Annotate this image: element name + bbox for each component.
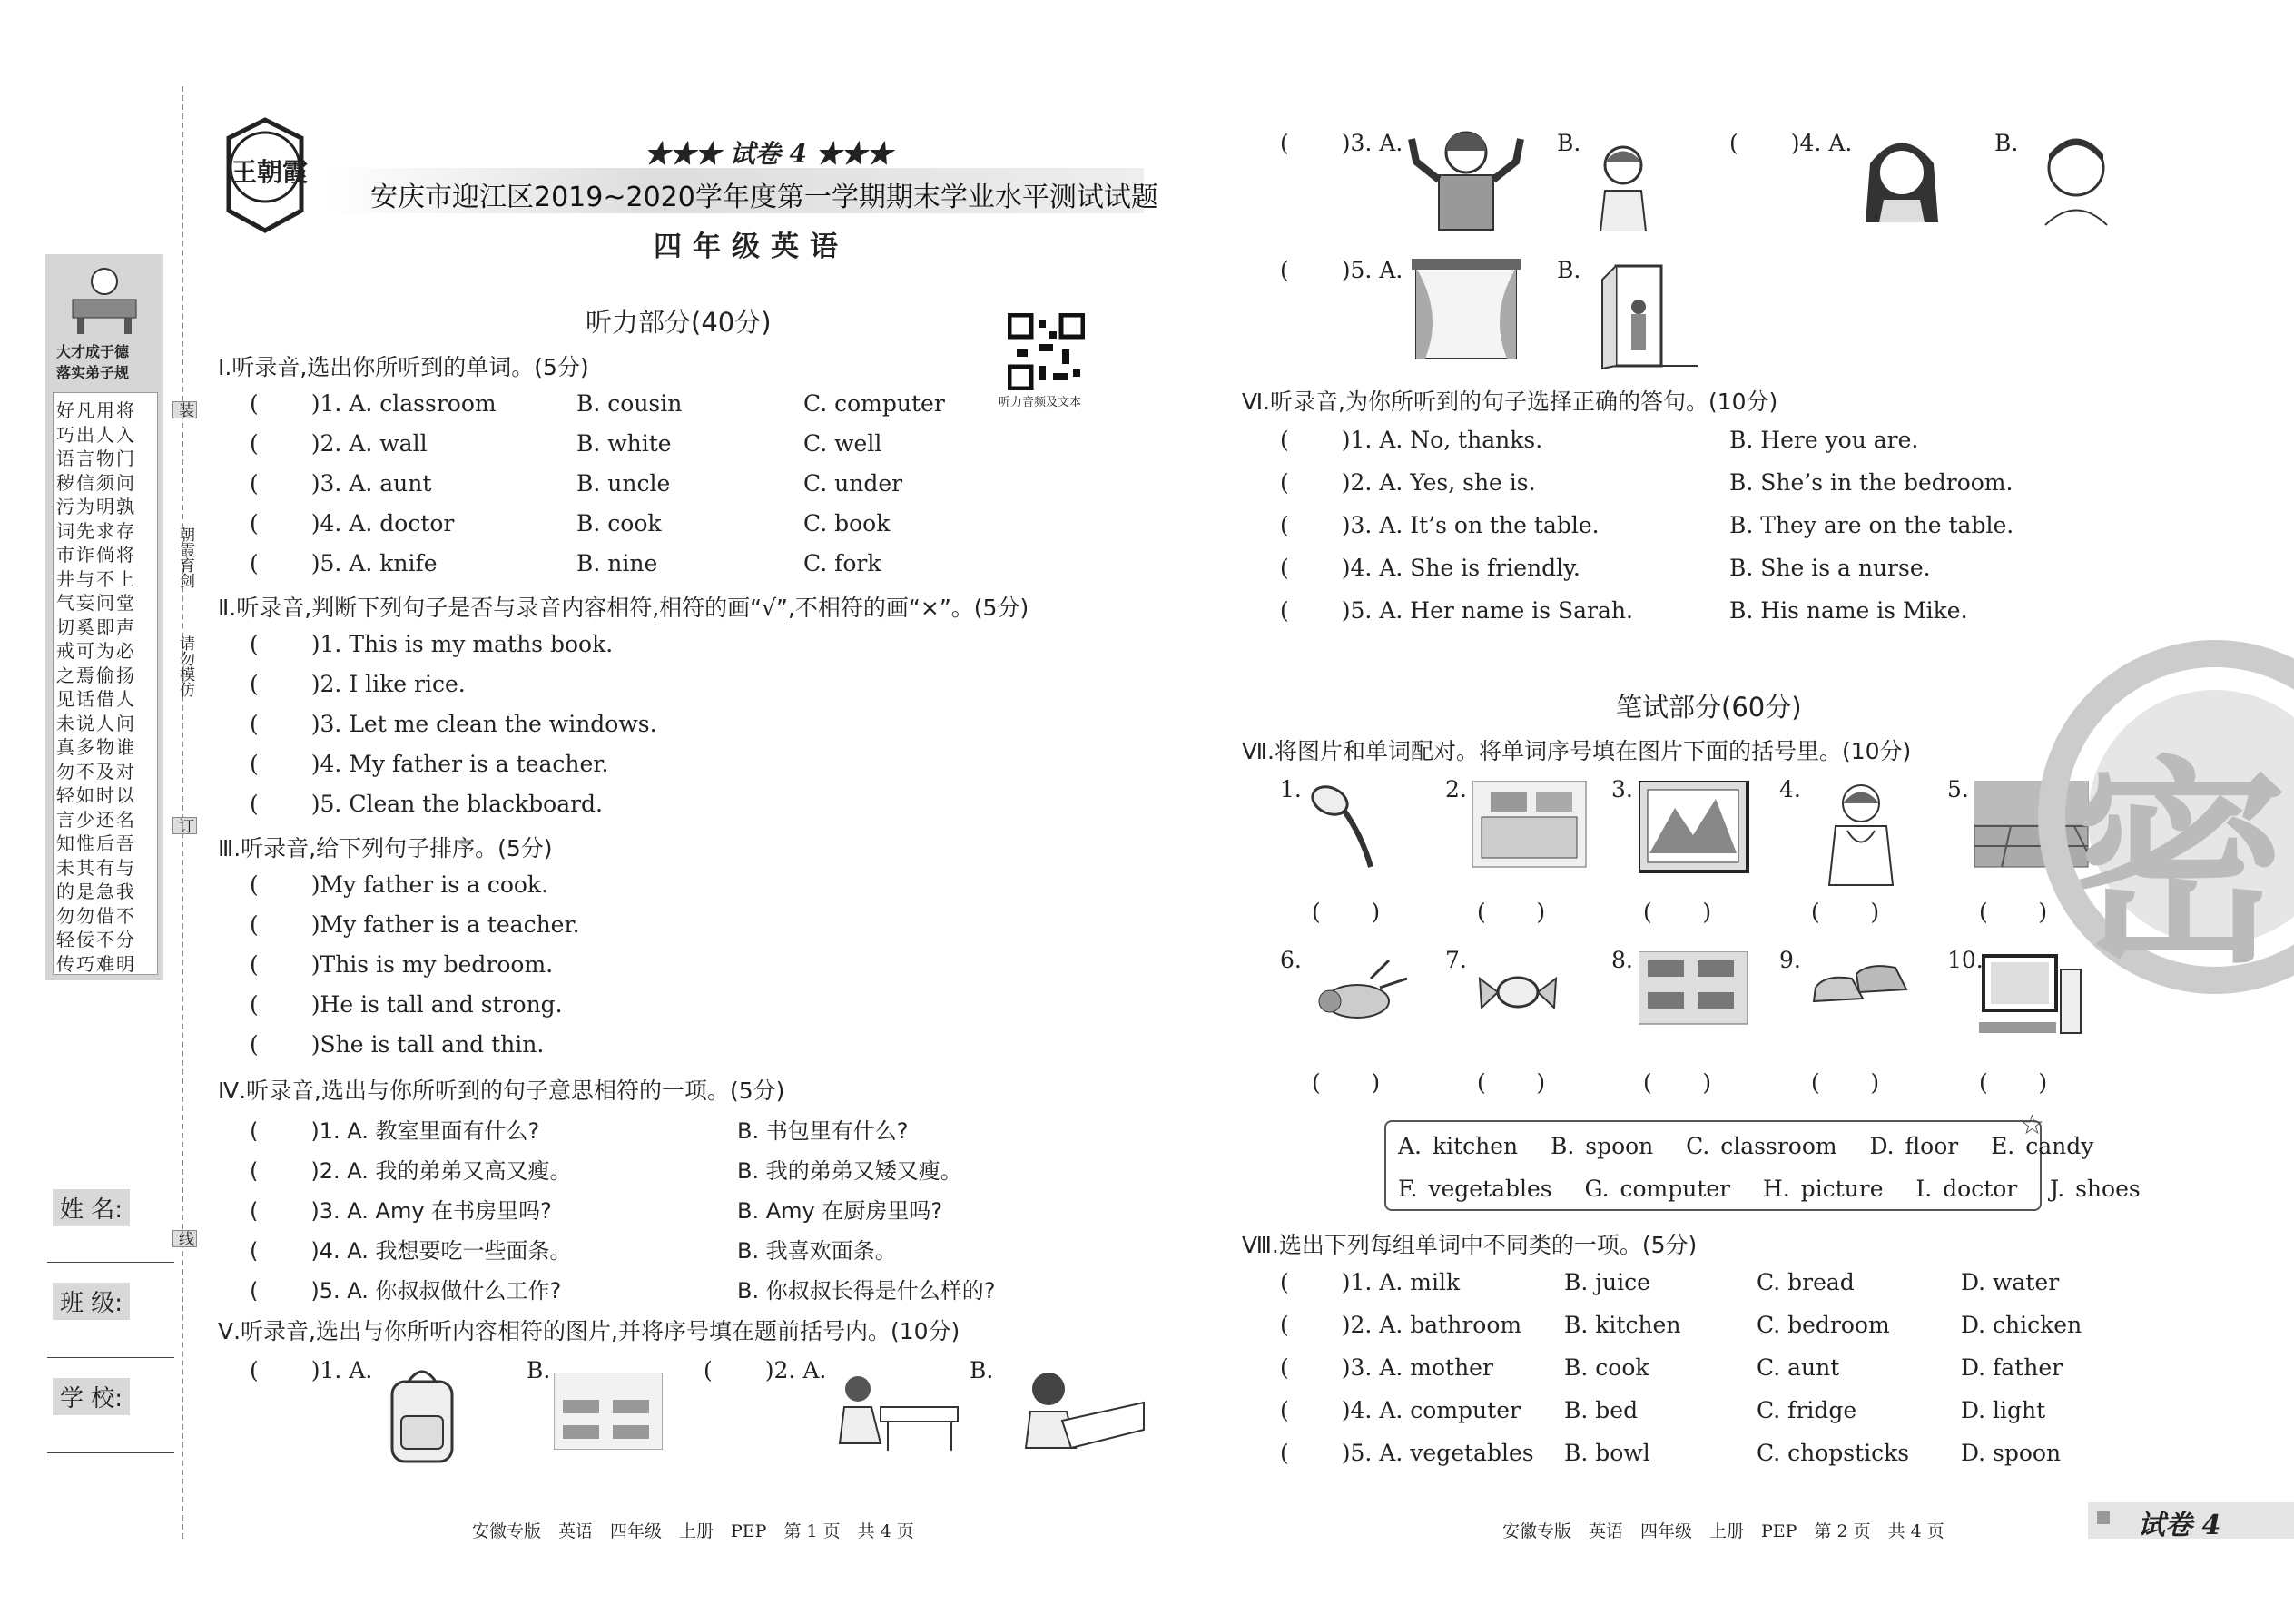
- s8-q3-d: D. father: [1961, 1354, 2063, 1381]
- s4-q1-a: ( )1. A. 教室里面有什么?: [250, 1118, 540, 1144]
- s5-q1: ( )1. A.: [250, 1357, 373, 1383]
- section-3-title: Ⅲ.听录音,给下列句子排序。(5分): [218, 835, 553, 861]
- s6-q2-b: B. She’s in the bedroom.: [1729, 469, 2013, 496]
- s8-q2-c: C. bedroom: [1757, 1312, 1890, 1338]
- s8-q1-d: D. water: [1961, 1269, 2060, 1295]
- s7-num-6: 6.: [1280, 947, 1302, 973]
- section-7-title: Ⅶ.将图片和单词配对。将单词序号填在图片下面的括号里。(10分): [1242, 738, 1912, 764]
- logo-text: 王朝霞: [231, 157, 309, 187]
- poem-line: 巧出人入: [56, 423, 136, 446]
- poem-line: 语言物门: [56, 448, 136, 469]
- label-qingwu: 请勿模仿: [176, 635, 194, 697]
- s8-q2-a: ( )2. A. bathroom: [1280, 1312, 1522, 1338]
- s3-q1: ( )My father is a cook.: [250, 871, 549, 898]
- listening-heading: 听力部分(40分): [586, 307, 772, 338]
- label-chaoxia: 朝霞育剑: [176, 527, 194, 588]
- label-xian: 线: [172, 1230, 197, 1247]
- s8-q4-a: ( )4. A. computer: [1280, 1397, 1521, 1423]
- strong-boy-picture: [1407, 125, 1525, 234]
- s6-q3-a: ( )3. A. It’s on the table.: [1280, 512, 1600, 538]
- s6-q4-a: ( )4. A. She is friendly.: [1280, 555, 1580, 581]
- girl-long-hair-picture: [1852, 127, 1952, 227]
- s8-q4-c: C. fridge: [1757, 1397, 1857, 1423]
- s1-q1: ( )1. A. classroom: [250, 390, 497, 417]
- s8-q4-d: D. light: [1961, 1397, 2046, 1423]
- s8-q1-b: B. juice: [1564, 1269, 1650, 1295]
- school-label: 学 校:: [53, 1378, 130, 1415]
- binding-line: [182, 86, 183, 1539]
- s7-num-1: 1.: [1280, 776, 1302, 802]
- writing-heading: 笔试部分(60分): [1616, 692, 1802, 723]
- s5-q3b: B.: [1557, 130, 1581, 156]
- s4-q2-a: ( )2. A. 我的弟弟又高又瘦。: [250, 1158, 572, 1184]
- s5-q2: ( )2. A.: [704, 1357, 827, 1383]
- motto-bottom: 落实弟子规: [56, 364, 130, 381]
- poem-line: 气妄问堂: [56, 592, 136, 614]
- school-line[interactable]: [47, 1452, 174, 1453]
- landscape-picture: [1639, 781, 1757, 893]
- s6-q2-a: ( )2. A. Yes, she is.: [1280, 469, 1536, 496]
- s5-q4: ( )4. A.: [1729, 130, 1853, 156]
- s1-q2: ( )2. A. wall: [250, 430, 428, 457]
- poem-line: 真多物谁: [56, 736, 136, 758]
- s8-q5-b: B. bowl: [1564, 1440, 1650, 1466]
- poem-line: 轻佞不分: [56, 929, 136, 950]
- s1-q4: ( )4. A. doctor: [250, 510, 455, 536]
- s7-num-5: 5.: [1947, 776, 1969, 802]
- s7-answer-blank-2[interactable]: ( ): [1477, 899, 1546, 925]
- poem-line: 传巧难明: [56, 952, 136, 975]
- s1-q5-b: B. nine: [576, 550, 658, 576]
- kitchen-picture: [1472, 781, 1590, 893]
- boy-face-picture: [2038, 127, 2115, 227]
- s1-q3: ( )3. A. aunt: [250, 470, 432, 497]
- poem-line: 知惟后吾: [56, 832, 136, 854]
- s1-q4-c: C. book: [803, 510, 891, 536]
- poem-line: 未其有与: [56, 856, 136, 879]
- s3-q2: ( )My father is a teacher.: [250, 911, 580, 938]
- s7-answer-blank-3[interactable]: ( ): [1643, 899, 1712, 925]
- poem-line: 切奚即声: [56, 615, 136, 638]
- s8-q5-d: D. spoon: [1961, 1440, 2062, 1466]
- scholar-illustration: [64, 263, 145, 336]
- s2-q5: ( )5. Clean the blackboard.: [250, 791, 604, 817]
- poem-line: 词先求存: [56, 519, 136, 542]
- boy-cleaning-desk-picture: [817, 1371, 962, 1452]
- spoon-picture: [1307, 781, 1425, 893]
- poem-line: 井与不上: [56, 567, 136, 590]
- poem-line: 轻如时以: [56, 784, 136, 806]
- s7-num-7: 7.: [1445, 947, 1467, 973]
- classroom-picture: [1639, 951, 1757, 1064]
- s6-q1-b: B. Here you are.: [1729, 427, 1919, 453]
- s5-q2b: B.: [970, 1357, 994, 1383]
- s5-q4b: B.: [1994, 130, 2019, 156]
- s6-q5-a: ( )5. A. Her name is Sarah.: [1280, 597, 1633, 624]
- s8-q3-a: ( )3. A. mother: [1280, 1354, 1493, 1381]
- s3-q3: ( )This is my bedroom.: [250, 951, 554, 978]
- shoes-picture: [1807, 951, 1925, 1064]
- s1-q2-b: B. white: [576, 430, 672, 457]
- s4-q5-b: B. 你叔叔长得是什么样的?: [737, 1278, 996, 1304]
- s7-num-4: 4.: [1779, 776, 1801, 802]
- poem-line: 未说人问: [56, 712, 136, 734]
- name-label: 姓 名:: [53, 1189, 130, 1226]
- s5-q5: ( )5. A.: [1280, 257, 1403, 283]
- doctor-picture: [1807, 781, 1925, 893]
- footer-page-1: 安徽专版 英语 四年级 上册 PEP 第 1 页 共 4 页: [472, 1521, 914, 1541]
- classroom-desks-picture: [554, 1373, 663, 1450]
- s4-q1-b: B. 书包里有什么?: [737, 1118, 909, 1144]
- footer-page-2: 安徽专版 英语 四年级 上册 PEP 第 2 页 共 4 页: [1502, 1521, 1944, 1541]
- label-ding: 订: [172, 817, 197, 834]
- s6-q4-b: B. She is a nurse.: [1729, 555, 1931, 581]
- s8-q4-b: B. bed: [1564, 1397, 1639, 1423]
- s6-q3-b: B. They are on the table.: [1729, 512, 2014, 538]
- section-8-title: Ⅷ.选出下列每组单词中不同类的一项。(5分): [1242, 1232, 1698, 1258]
- poem-line: 勿不及对: [56, 760, 136, 782]
- s1-q5: ( )5. A. knife: [250, 550, 438, 576]
- poem-line: 市诈倘将: [56, 544, 136, 566]
- s7-answer-blank-8[interactable]: ( ): [1643, 1069, 1712, 1096]
- footer-tag-square: [2097, 1511, 2110, 1524]
- candy-picture: [1472, 951, 1590, 1064]
- s7-answer-blank-5[interactable]: ( ): [1979, 899, 2048, 925]
- s2-q2: ( )2. I like rice.: [250, 671, 466, 697]
- class-label: 班 级:: [53, 1283, 130, 1320]
- s7-answer-blank-6[interactable]: ( ): [1312, 1069, 1381, 1096]
- s2-q1: ( )1. This is my maths book.: [250, 631, 614, 657]
- s7-answer-blank-1[interactable]: ( ): [1312, 899, 1381, 925]
- section-4-title: Ⅳ.听录音,选出与你所听到的句子意思相符的一项。(5分): [218, 1078, 785, 1104]
- s1-q3-b: B. uncle: [576, 470, 671, 497]
- s6-q5-b: B. His name is Mike.: [1729, 597, 1968, 624]
- poem-line: 勿勿借不: [56, 904, 136, 927]
- s1-q1-c: C. computer: [803, 390, 945, 417]
- s8-q1-a: ( )1. A. milk: [1280, 1269, 1461, 1295]
- s5-q1b: B.: [527, 1357, 551, 1383]
- motto-top: 大才成于德: [56, 343, 130, 360]
- s7-answer-blank-4[interactable]: ( ): [1811, 899, 1880, 925]
- s3-q5: ( )She is tall and thin.: [250, 1031, 545, 1058]
- girl-reading-picture: [1008, 1366, 1148, 1452]
- exam-title: 安庆市迎江区2019~2020学年度第一学期期末学业水平测试试题: [370, 182, 1158, 213]
- s4-q3-b: B. Amy 在厨房里吗?: [737, 1198, 943, 1224]
- s8-q1-c: C. bread: [1757, 1269, 1855, 1295]
- poem-line: 之焉偷扬: [56, 664, 136, 686]
- window-curtain-picture: [1407, 259, 1525, 363]
- footer-tag: 试卷 4: [2138, 1510, 2221, 1541]
- s7-answer-blank-7[interactable]: ( ): [1477, 1069, 1546, 1096]
- label-zhuang: 装: [172, 401, 197, 418]
- options-row-2: F. vegetables G. computer H. picture I. doctor J. shoes: [1398, 1176, 2141, 1202]
- qr-code[interactable]: [1008, 313, 1085, 390]
- s7-answer-blank-10[interactable]: ( ): [1979, 1069, 2048, 1096]
- poem-line: 的是急我: [56, 881, 136, 902]
- s7-num-9: 9.: [1779, 947, 1801, 973]
- s2-q4: ( )4. My father is a teacher.: [250, 751, 609, 777]
- poem-line: 见话借人: [56, 688, 136, 710]
- s3-q4: ( )He is tall and strong.: [250, 991, 563, 1018]
- section-2-title: Ⅱ.听录音,判断下列句子是否与录音内容相符,相符的画“√”,不相符的画“×”。(5分): [218, 595, 1029, 621]
- backpack-picture: [381, 1362, 463, 1466]
- exam-subtitle: 四年级英语: [654, 231, 849, 263]
- paper-tag: ★★★ 试卷 4 ★★★: [645, 139, 892, 169]
- s2-q3: ( )3. Let me clean the windows.: [250, 711, 657, 737]
- s7-answer-blank-9[interactable]: ( ): [1811, 1069, 1880, 1096]
- s7-num-10: 10.: [1947, 947, 1984, 973]
- s8-q5-c: C. chopsticks: [1757, 1440, 1910, 1466]
- name-line[interactable]: [47, 1262, 174, 1263]
- poem-line: 戒可为必: [56, 640, 136, 662]
- section-5-title: Ⅴ.听录音,选出与你所听内容相符的图片,并将序号填在题前括号内。(10分): [218, 1318, 960, 1344]
- s5-q5b: B.: [1557, 257, 1581, 283]
- s8-q3-b: B. cook: [1564, 1354, 1649, 1381]
- s6-q1-a: ( )1. A. No, thanks.: [1280, 427, 1543, 453]
- s8-q3-c: C. aunt: [1757, 1354, 1840, 1381]
- watermark-text: 密: [2070, 738, 2289, 992]
- s1-q4-b: B. cook: [576, 510, 662, 536]
- s4-q2-b: B. 我的弟弟又矮又瘦。: [737, 1158, 962, 1184]
- star-icon: ☆: [2020, 1109, 2044, 1141]
- section-1-title: Ⅰ.听录音,选出你所听到的单词。(5分): [218, 354, 589, 380]
- s1-q5-c: C. fork: [803, 550, 881, 576]
- vegetables-picture: [1307, 951, 1425, 1064]
- thin-boy-picture: [1587, 136, 1659, 231]
- s4-q4-a: ( )4. A. 我想要吃一些面条。: [250, 1238, 572, 1264]
- qr-caption: 听力音频及文本: [999, 396, 1082, 409]
- poem-line: 言少还名: [56, 808, 136, 831]
- class-line[interactable]: [47, 1357, 174, 1358]
- s8-q2-d: D. chicken: [1961, 1312, 2082, 1338]
- s5-q3: ( )3. A.: [1280, 130, 1403, 156]
- s8-q5-a: ( )5. A. vegetables: [1280, 1440, 1534, 1466]
- poem-line: 好凡用将: [56, 399, 136, 421]
- s8-q2-b: B. kitchen: [1564, 1312, 1681, 1338]
- section-6-title: Ⅵ.听录音,为你所听到的句子选择正确的答句。(10分): [1242, 389, 1778, 415]
- s7-num-8: 8.: [1611, 947, 1633, 973]
- boy-at-door-picture: [1598, 261, 1698, 370]
- s1-q2-c: C. well: [803, 430, 882, 457]
- s4-q5-a: ( )5. A. 你叔叔做什么工作?: [250, 1278, 562, 1304]
- s1-q1-b: B. cousin: [576, 390, 683, 417]
- s1-q3-c: C. under: [803, 470, 903, 497]
- s7-num-3: 3.: [1611, 776, 1633, 802]
- options-row-1: A. kitchen B. spoon C. classroom D. floor E. candy: [1398, 1133, 2094, 1159]
- s4-q3-a: ( )3. A. Amy 在书房里吗?: [250, 1198, 552, 1224]
- s4-q4-b: B. 我喜欢面条。: [737, 1238, 897, 1264]
- s7-num-2: 2.: [1445, 776, 1467, 802]
- poem-line: 秽信须问: [56, 471, 136, 494]
- poem-line: 污为明孰: [56, 496, 136, 517]
